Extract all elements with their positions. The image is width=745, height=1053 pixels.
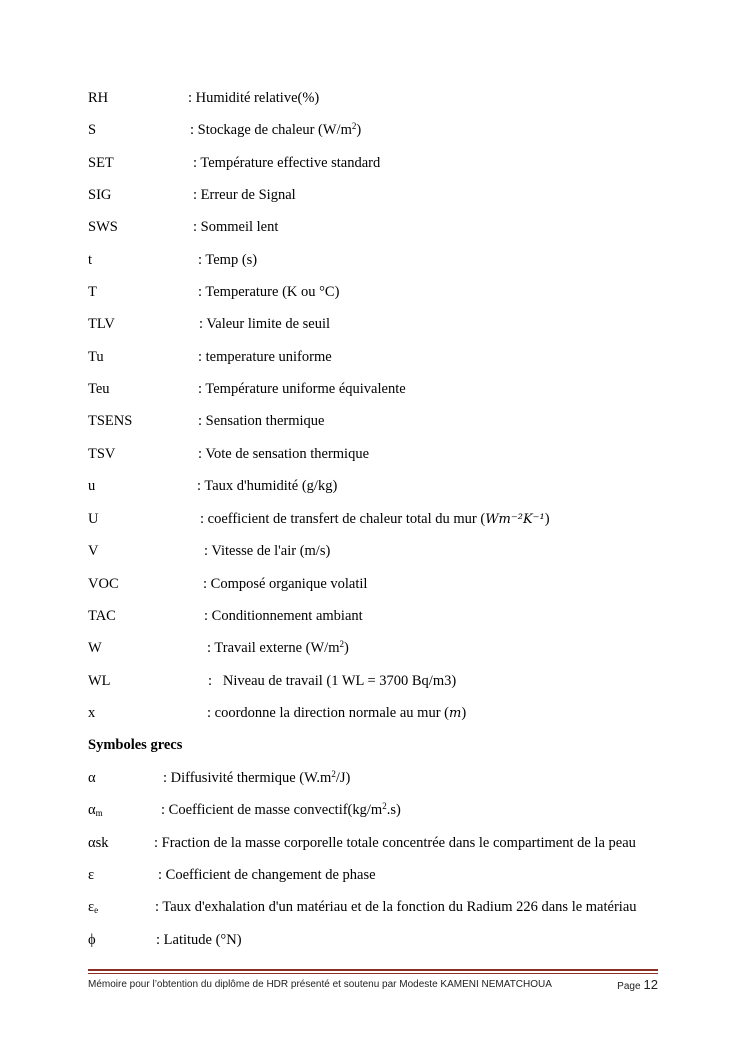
entry-abbr: T <box>88 284 97 300</box>
entry-def: : Travail externe $(W/m^2)$ <box>207 639 349 656</box>
footer-text: Mémoire pour l’obtention du diplôme de HDR présenté et soutenu par Modeste KAMENI NEMATCHOUA <box>88 979 552 990</box>
entry-abbr: TLV <box>88 316 115 332</box>
greek-def: : Latitude (°N) <box>156 932 242 948</box>
entry-abbr: RH <box>88 90 109 106</box>
entry-def: : Taux d'humidité (g/kg) <box>197 478 338 494</box>
entry-abbr: SWS <box>88 219 118 235</box>
greek-symbol: ϕ <box>88 932 96 948</box>
greek-symbol: αsk <box>88 835 109 851</box>
entry-def: : Sommeil lent <box>193 219 279 235</box>
greek-symbol: ε <box>88 867 95 883</box>
entry-abbr: SIG <box>88 187 112 203</box>
page-indicator: Page 12 <box>617 977 658 992</box>
entry-def: : Temperature (K ou °C) <box>198 284 340 300</box>
greek-def: : Diffusivité thermique $(W.m^2/J)$ <box>163 769 351 786</box>
entry-abbr: x <box>88 705 96 721</box>
entry-def: : Sensation thermique <box>198 413 325 429</box>
entry-def: : Vitesse de l'air (m/s) <box>204 543 331 559</box>
entry-def: : Erreur de Signal <box>193 187 296 203</box>
greek-def: : Coefficient de changement de phase <box>158 867 376 883</box>
entry-def: : Humidité relative(%) <box>188 90 320 106</box>
entry-abbr: t <box>88 252 93 268</box>
math-unit: Wm⁻²K⁻¹ <box>485 512 545 527</box>
entry-def: : Conditionnement ambiant <box>204 608 363 624</box>
footer-rule-thin <box>88 973 658 974</box>
entry-def: : Vote de sensation thermique <box>198 446 370 462</box>
greek-def: : Taux d'exhalation d'un matériau et de la fonction du Radium 226 dans le matériau <box>155 899 637 915</box>
entry-def: : Niveau de travail (1 WL = 3700 Bq/m3) <box>208 673 457 689</box>
entry-def: : Temp (s) <box>198 252 258 268</box>
entry-abbr: Tu <box>88 349 104 365</box>
greek-symbol: $\varepsilon_e$ <box>88 899 99 915</box>
greek-def: : Fraction de la masse corporelle totale concentrée dans le compartiment de la peau <box>154 835 636 851</box>
footer-rule <box>88 969 658 971</box>
entry-abbr: u <box>88 478 96 494</box>
entry-def: : temperature uniforme <box>198 349 332 365</box>
greek-symbol: α <box>88 770 96 786</box>
entry-abbr: S <box>88 122 97 138</box>
greek-symbol: $\alpha_m$ <box>88 802 103 818</box>
section-heading-greek: Symboles grecs <box>88 737 183 753</box>
entry-abbr: VOC <box>88 576 119 592</box>
entry-abbr: SET <box>88 155 114 171</box>
entry-def: : coordonne la direction normale au mur (m) <box>207 705 467 721</box>
entry-abbr: TAC <box>88 608 116 624</box>
entry-abbr: V <box>88 543 99 559</box>
page-number: 12 <box>643 977 658 992</box>
entry-def: : coefficient de transfert de chaleur total du mur (Wm⁻²K⁻¹) <box>200 511 550 527</box>
entry-abbr: U <box>88 511 99 527</box>
entry-abbr: WL <box>88 673 111 689</box>
entry-abbr: TSV <box>88 446 116 462</box>
entry-def: : Composé organique volatil <box>203 576 368 592</box>
entry-abbr: Teu <box>88 381 110 397</box>
entry-def: : Température uniforme équivalente <box>198 381 406 397</box>
entry-def: : Température effective standard <box>193 155 381 171</box>
entry-abbr: W <box>88 640 102 656</box>
entry-def: : Stockage de chaleur $(W/m^2)$ <box>190 121 362 138</box>
entry-abbr: TSENS <box>88 413 133 429</box>
greek-def: : Coefficient de masse $convectif(kg/m^2.s)$ <box>161 801 401 818</box>
math-unit: m <box>448 706 462 721</box>
entry-def: : Valeur limite de seuil <box>199 316 331 332</box>
